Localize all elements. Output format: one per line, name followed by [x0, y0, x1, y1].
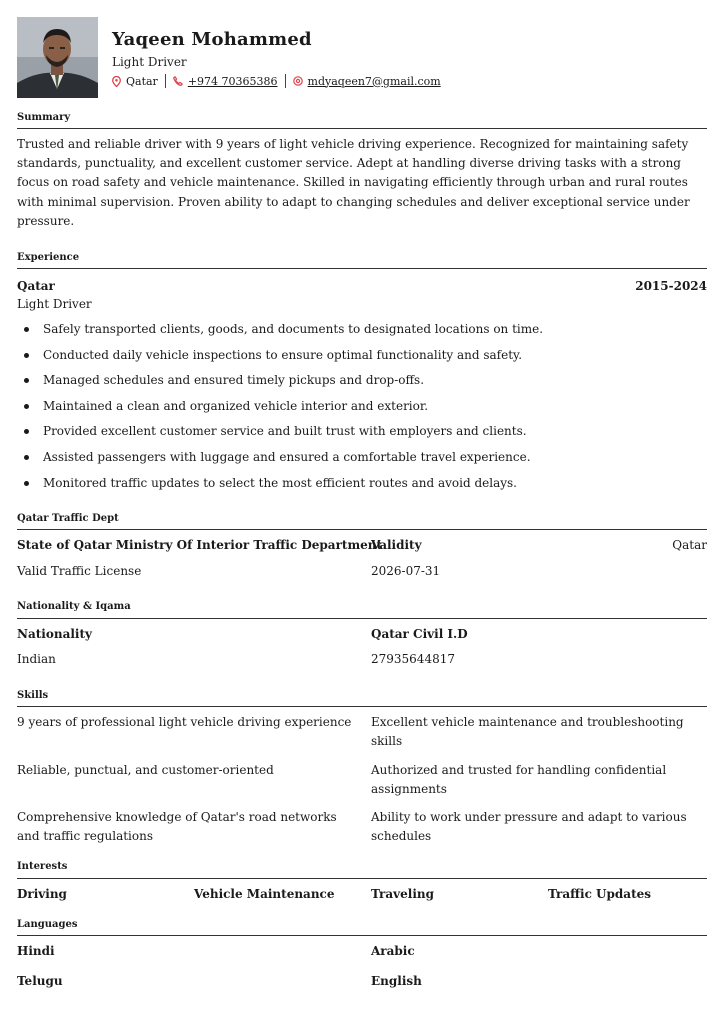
traffic-validity-label: Validity [371, 538, 422, 552]
candidate-name: Yaqeen Mohammed [112, 29, 312, 50]
experience-bullets [17, 320, 707, 499]
section-rule [17, 128, 707, 129]
contact-divider [285, 74, 286, 88]
interest-item: Traveling [371, 887, 434, 901]
traffic-license: Valid Traffic License [17, 564, 142, 578]
traffic-issuer: State of Qatar Ministry Of Interior Traffic Department [17, 538, 383, 552]
interest-item: Vehicle Maintenance [194, 887, 335, 901]
section-rule [17, 878, 707, 879]
summary-text: Trusted and reliable driver with 9 years of light vehicle driving experience. Recognized for maintaining safety standards, punctuality, and excellent customer service. Adept at handling diverse driving tasks with a strong focus on road safety and vehicle maintenance. Skilled in navigating efficiently through urban and rural routes with minimal supervision. Proven ability to adapt to changing schedules and deliver exceptional service under pressure. [17, 137, 690, 228]
section-rule [17, 706, 707, 707]
language-item: Telugu [17, 974, 63, 988]
list-item: Assisted passengers with luggage and ensured a comfortable travel experience. [17, 448, 707, 474]
skill-item: 9 years of professional light vehicle driving experience [17, 715, 352, 729]
phone-icon [173, 76, 183, 86]
civil-id-label: Qatar Civil I.D [371, 627, 468, 641]
list-item: Conducted daily vehicle inspections to ensure optimal functionality and safety. [17, 346, 707, 372]
nationality-value: Indian [17, 652, 56, 666]
list-item: Managed schedules and ensured timely pickups and drop-offs. [17, 371, 707, 397]
section-rule [17, 268, 707, 269]
civil-id-value: 27935644817 [371, 652, 455, 666]
list-item: Safely transported clients, goods, and documents to designated locations on time. [17, 320, 707, 346]
section-title-experience: Experience [17, 252, 80, 263]
contact-phone[interactable]: +974 70365386 [187, 74, 278, 88]
skill-item: Ability to work under pressure and adapt to various schedules [371, 810, 687, 843]
interest-item: Traffic Updates [548, 887, 652, 901]
section-title-traffic: Qatar Traffic Dept [17, 513, 119, 524]
list-item: Provided excellent customer service and built trust with employers and clients. [17, 422, 707, 448]
profile-header [17, 17, 707, 98]
section-title-skills: Skills [17, 690, 49, 701]
candidate-title: Light Driver [112, 55, 187, 69]
skill-item: Comprehensive knowledge of Qatar's road networks and traffic regulations [17, 810, 337, 843]
section-title-nationality: Nationality & Iqama [17, 601, 131, 612]
experience-org: Qatar [17, 279, 55, 293]
profile-photo [17, 17, 98, 98]
section-title-languages: Languages [17, 919, 78, 930]
section-title-interests: Interests [17, 861, 68, 872]
skill-item: Reliable, punctual, and customer-oriented [17, 763, 274, 777]
section-title-summary: Summary [17, 112, 71, 123]
experience-role: Light Driver [17, 297, 92, 311]
contact-row [112, 74, 441, 88]
contact-divider [165, 74, 166, 88]
language-item: English [371, 974, 422, 988]
interest-item: Driving [17, 887, 67, 901]
nationality-label: Nationality [17, 627, 92, 641]
language-item: Hindi [17, 944, 55, 958]
language-item: Arabic [371, 944, 415, 958]
traffic-validity-date: 2026-07-31 [371, 564, 441, 578]
email-at-icon [293, 76, 303, 86]
skill-item: Authorized and trusted for handling confidential assignments [371, 763, 667, 796]
location-pin-icon [112, 76, 121, 87]
experience-dates: 2015-2024 [635, 279, 707, 293]
traffic-country: Qatar [672, 538, 707, 552]
section-rule [17, 935, 707, 936]
list-item: Monitored traffic updates to select the most efficient routes and avoid delays. [17, 474, 707, 500]
list-item: Maintained a clean and organized vehicle interior and exterior. [17, 397, 707, 423]
contact-email[interactable]: mdyaqeen7@gmail.com [307, 74, 441, 88]
contact-location: Qatar [126, 74, 158, 88]
section-rule [17, 529, 707, 530]
skill-item: Excellent vehicle maintenance and troubleshooting skills [371, 715, 684, 748]
section-rule [17, 618, 707, 619]
